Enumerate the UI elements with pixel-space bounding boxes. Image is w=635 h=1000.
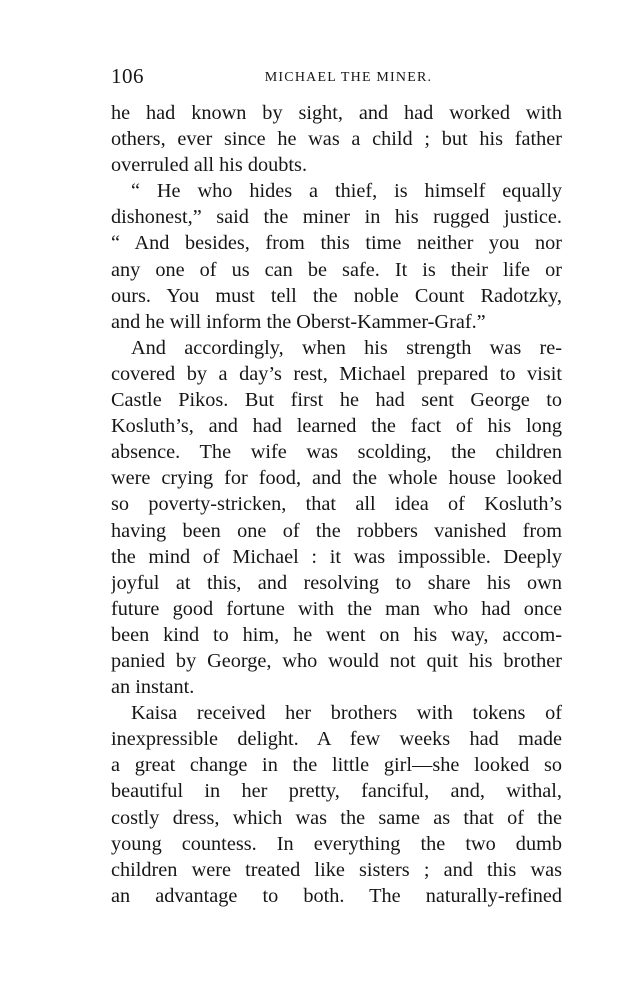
page-header bbox=[111, 62, 562, 90]
body-text bbox=[111, 100, 562, 909]
text-line: the mind of Michael : it was impossible. Deeply bbox=[111, 545, 562, 568]
text-line: costly dress, which was the same as that of the bbox=[111, 806, 562, 829]
page-number: 106 bbox=[111, 64, 144, 88]
text-line: a great change in the little girl—she looked so bbox=[111, 754, 562, 777]
text-line: dishonest,” said the miner in his rugged justice. bbox=[111, 206, 562, 229]
text-line: an advantage to both. The naturally-refined bbox=[111, 884, 562, 907]
running-title: MICHAEL THE MINER. bbox=[264, 70, 433, 85]
text-line: panied by George, who would not quit his brother bbox=[111, 649, 562, 672]
text-line: inexpressible delight. A few weeks had made bbox=[111, 728, 562, 751]
text-line: an instant. bbox=[111, 676, 195, 699]
text-line: been kind to him, he went on his way, accom- bbox=[111, 623, 562, 646]
text-line: And accordingly, when his strength was re- bbox=[131, 336, 562, 359]
text-line: were crying for food, and the whole house looked bbox=[111, 467, 562, 490]
text-line: Kaisa received her brothers with tokens of bbox=[131, 702, 562, 725]
text-line: absence. The wife was scolding, the children bbox=[111, 441, 562, 464]
text-line: “ And besides, from this time neither you nor bbox=[111, 232, 562, 255]
text-line: and he will inform the Oberst-Kammer-Graf.” bbox=[111, 310, 486, 333]
text-line: future good fortune with the man who had once bbox=[111, 597, 562, 620]
text-line: covered by a day’s rest, Michael prepared to visit bbox=[111, 362, 562, 385]
text-line: “ He who hides a thief, is himself equally bbox=[131, 180, 562, 203]
text-line: ours. You must tell the noble Count Radotzky, bbox=[111, 284, 562, 307]
book-page bbox=[111, 62, 562, 909]
text-line: overruled all his doubts. bbox=[111, 154, 308, 177]
text-line: any one of us can be safe. It is their life or bbox=[111, 258, 562, 281]
text-line: others, ever since he was a child ; but his father bbox=[111, 128, 562, 151]
text-line: so poverty-stricken, that all idea of Kosluth’s bbox=[111, 493, 562, 516]
text-line: beautiful in her pretty, fanciful, and, withal, bbox=[111, 780, 562, 803]
text-line: having been one of the robbers vanished from bbox=[111, 519, 562, 542]
text-line: children were treated like sisters ; and this was bbox=[111, 858, 562, 881]
text-line: young countess. In everything the two dumb bbox=[111, 832, 562, 855]
text-line: Kosluth’s, and had learned the fact of his long bbox=[111, 415, 562, 438]
text-line: he had known by sight, and had worked with bbox=[111, 102, 562, 124]
text-line: Castle Pikos. But first he had sent George to bbox=[111, 389, 562, 412]
text-line: joyful at this, and resolving to share his own bbox=[111, 571, 562, 594]
